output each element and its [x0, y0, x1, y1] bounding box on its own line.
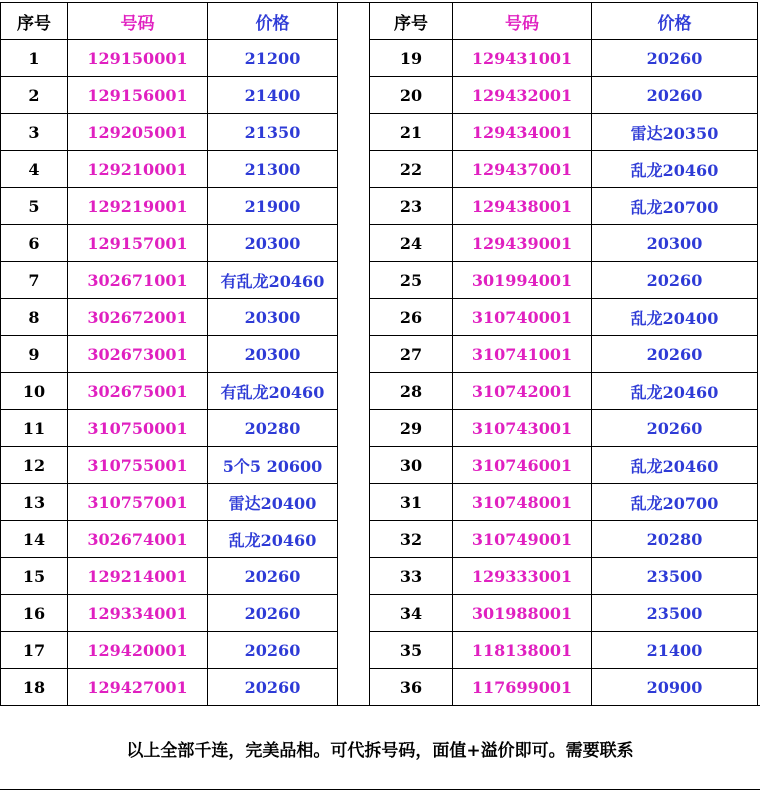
seq-cell: 7 [1, 262, 68, 299]
price-cell: 23500 [592, 558, 758, 595]
price-cell: 21400 [592, 632, 758, 669]
header-row [370, 3, 758, 40]
price-cell: 5个5 20600 [208, 447, 338, 484]
seq-cell: 5 [1, 188, 68, 225]
number-cell: 310748001 [453, 484, 592, 521]
table-row [1, 40, 338, 77]
table-row [1, 521, 338, 558]
price-cell: 20280 [208, 410, 338, 447]
seq-cell: 3 [1, 114, 68, 151]
table-row [370, 632, 758, 669]
price-cell: 21350 [208, 114, 338, 151]
number-cell: 129156001 [68, 77, 208, 114]
number-cell: 129427001 [68, 669, 208, 706]
price-cell: 21900 [208, 188, 338, 225]
seq-cell: 1 [1, 40, 68, 77]
table-row [1, 410, 338, 447]
price-cell: 雷达20350 [592, 114, 758, 151]
number-cell: 129205001 [68, 114, 208, 151]
table-row [1, 77, 338, 114]
price-cell: 20260 [592, 336, 758, 373]
seq-cell: 13 [1, 484, 68, 521]
price-cell: 20260 [208, 632, 338, 669]
seq-cell: 22 [370, 151, 453, 188]
seq-header: 序号 [370, 3, 453, 40]
table-row [1, 484, 338, 521]
header-row [1, 3, 338, 40]
table-row [370, 262, 758, 299]
price-cell: 20300 [208, 225, 338, 262]
number-cell: 310740001 [453, 299, 592, 336]
table-row [1, 558, 338, 595]
number-cell: 129334001 [68, 595, 208, 632]
footer-text: 以上全部千连，完美品相。可代拆号码，面值+溢价即可。需要联系 [126, 740, 634, 761]
seq-cell: 11 [1, 410, 68, 447]
table-row [370, 558, 758, 595]
seq-cell: 24 [370, 225, 453, 262]
number-cell: 129437001 [453, 151, 592, 188]
seq-cell: 29 [370, 410, 453, 447]
number-cell: 302674001 [68, 521, 208, 558]
price-cell: 20260 [208, 595, 338, 632]
price-cell: 20300 [592, 225, 758, 262]
number-cell: 310750001 [68, 410, 208, 447]
price-cell: 乱龙20400 [592, 299, 758, 336]
seq-cell: 26 [370, 299, 453, 336]
seq-cell: 19 [370, 40, 453, 77]
table-row [370, 299, 758, 336]
table-row [370, 225, 758, 262]
number-cell: 129157001 [68, 225, 208, 262]
seq-cell: 27 [370, 336, 453, 373]
table-row [370, 40, 758, 77]
table-row [1, 262, 338, 299]
price-cell: 20260 [592, 40, 758, 77]
number-cell: 129333001 [453, 558, 592, 595]
table-row [1, 151, 338, 188]
price-cell: 20260 [592, 77, 758, 114]
price-cell: 20300 [208, 299, 338, 336]
number-cell: 301994001 [453, 262, 592, 299]
price-cell: 20280 [592, 521, 758, 558]
seq-cell: 14 [1, 521, 68, 558]
table-row [370, 373, 758, 410]
left-table-body [1, 40, 338, 706]
number-cell: 310742001 [453, 373, 592, 410]
table-row [1, 373, 338, 410]
price-cell: 20260 [208, 558, 338, 595]
table-row [370, 484, 758, 521]
price-cell: 21200 [208, 40, 338, 77]
right-table-body [370, 40, 758, 706]
number-cell: 310746001 [453, 447, 592, 484]
table-row [1, 336, 338, 373]
seq-cell: 21 [370, 114, 453, 151]
footer-note [0, 706, 760, 790]
number-cell: 302671001 [68, 262, 208, 299]
number-cell: 310741001 [453, 336, 592, 373]
seq-cell: 15 [1, 558, 68, 595]
number-cell: 301988001 [453, 595, 592, 632]
number-cell: 129431001 [453, 40, 592, 77]
number-cell: 310743001 [453, 410, 592, 447]
price-cell: 乱龙20460 [592, 447, 758, 484]
right-price-table [369, 2, 758, 706]
left-price-table [0, 2, 338, 706]
seq-cell: 36 [370, 669, 453, 706]
seq-cell: 9 [1, 336, 68, 373]
bottom-border [0, 789, 760, 790]
number-cell: 129219001 [68, 188, 208, 225]
seq-header: 序号 [1, 3, 68, 40]
table-row [370, 114, 758, 151]
seq-cell: 2 [1, 77, 68, 114]
seq-cell: 32 [370, 521, 453, 558]
seq-cell: 28 [370, 373, 453, 410]
number-header: 号码 [68, 3, 208, 40]
price-cell: 23500 [592, 595, 758, 632]
price-cell: 20260 [592, 410, 758, 447]
number-cell: 129214001 [68, 558, 208, 595]
number-cell: 302672001 [68, 299, 208, 336]
seq-cell: 12 [1, 447, 68, 484]
seq-cell: 23 [370, 188, 453, 225]
table-row [1, 114, 338, 151]
seq-cell: 31 [370, 484, 453, 521]
table-row [1, 595, 338, 632]
number-cell: 129439001 [453, 225, 592, 262]
price-cell: 乱龙20700 [592, 484, 758, 521]
number-cell: 302675001 [68, 373, 208, 410]
table-row [370, 77, 758, 114]
seq-cell: 10 [1, 373, 68, 410]
table-row [1, 299, 338, 336]
price-cell: 乱龙20700 [592, 188, 758, 225]
table-row [370, 447, 758, 484]
price-cell: 乱龙20460 [592, 373, 758, 410]
number-cell: 129420001 [68, 632, 208, 669]
number-cell: 129150001 [68, 40, 208, 77]
seq-cell: 16 [1, 595, 68, 632]
seq-cell: 17 [1, 632, 68, 669]
number-cell: 310749001 [453, 521, 592, 558]
price-cell: 乱龙20460 [592, 151, 758, 188]
seq-cell: 20 [370, 77, 453, 114]
seq-cell: 30 [370, 447, 453, 484]
price-cell: 有乱龙20460 [208, 262, 338, 299]
table-row [370, 336, 758, 373]
price-cell: 有乱龙20460 [208, 373, 338, 410]
number-cell: 302673001 [68, 336, 208, 373]
number-cell: 310755001 [68, 447, 208, 484]
table-row [370, 595, 758, 632]
table-row [1, 669, 338, 706]
table-row [370, 151, 758, 188]
table-row [1, 188, 338, 225]
seq-cell: 8 [1, 299, 68, 336]
number-cell: 129210001 [68, 151, 208, 188]
price-cell: 20260 [208, 669, 338, 706]
table-row [1, 225, 338, 262]
number-header: 号码 [453, 3, 592, 40]
price-cell: 乱龙20460 [208, 521, 338, 558]
number-cell: 129432001 [453, 77, 592, 114]
table-row [370, 410, 758, 447]
seq-cell: 33 [370, 558, 453, 595]
price-header: 价格 [208, 3, 338, 40]
table-row [1, 447, 338, 484]
price-cell: 雷达20400 [208, 484, 338, 521]
number-cell: 117699001 [453, 669, 592, 706]
number-cell: 129434001 [453, 114, 592, 151]
seq-cell: 34 [370, 595, 453, 632]
table-row [370, 669, 758, 706]
gap-divider [337, 2, 369, 3]
table-row [370, 188, 758, 225]
seq-cell: 35 [370, 632, 453, 669]
price-cell: 20300 [208, 336, 338, 373]
seq-cell: 6 [1, 225, 68, 262]
price-cell: 20900 [592, 669, 758, 706]
number-cell: 118138001 [453, 632, 592, 669]
seq-cell: 4 [1, 151, 68, 188]
number-cell: 129438001 [453, 188, 592, 225]
number-cell: 310757001 [68, 484, 208, 521]
table-row [370, 521, 758, 558]
price-cell: 21400 [208, 77, 338, 114]
price-header: 价格 [592, 3, 758, 40]
price-cell: 21300 [208, 151, 338, 188]
seq-cell: 25 [370, 262, 453, 299]
table-row [1, 632, 338, 669]
price-cell: 20260 [592, 262, 758, 299]
seq-cell: 18 [1, 669, 68, 706]
